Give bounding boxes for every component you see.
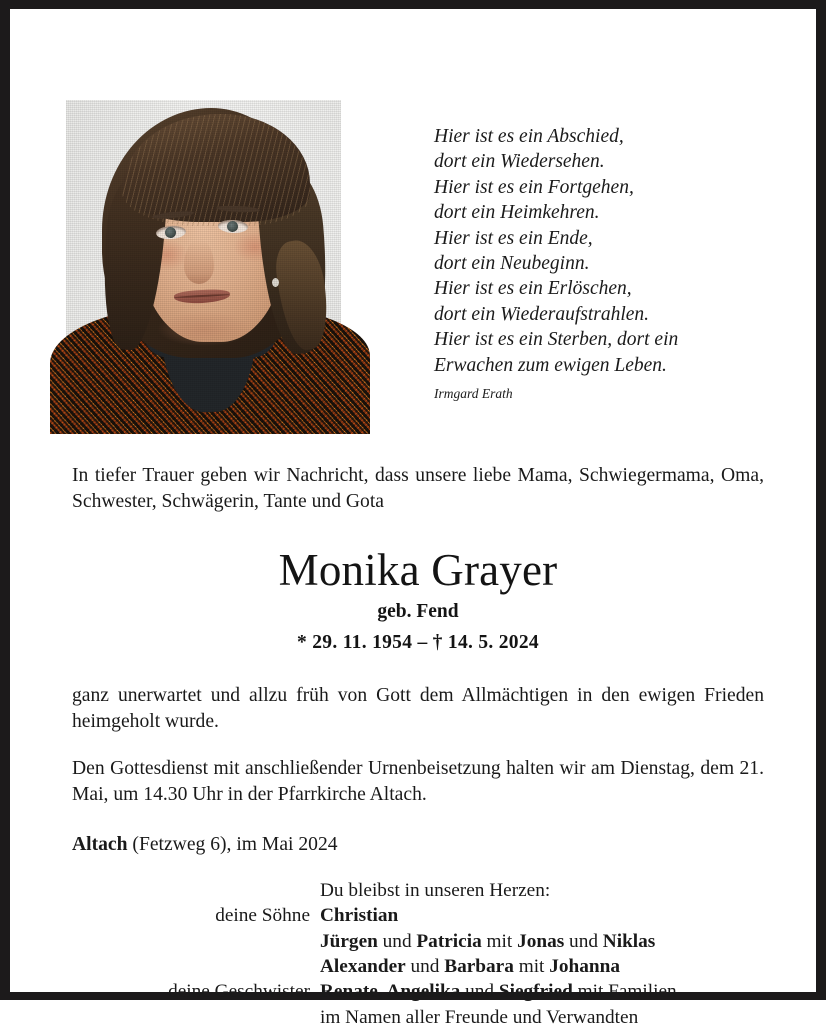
top-section — [10, 9, 816, 402]
obituary-sheet — [10, 9, 816, 1028]
deceased-maiden-name: geb. Fend — [377, 601, 459, 623]
survivor-names — [320, 954, 764, 979]
survivor-name: Renate, Angelika — [320, 981, 461, 1003]
survivors-rows — [72, 903, 764, 1029]
portrait-photo — [66, 100, 341, 430]
survivor-relation-label: deine Geschwister — [168, 981, 310, 1003]
poem-author: Irmgard Erath — [434, 386, 513, 402]
survivor-relation-label: deine Söhne — [215, 905, 310, 927]
place-rest: (Fetzweg 6), im Mai 2024 — [127, 833, 338, 855]
deceased-life-dates: * 29. 11. 1954 – † 14. 5. 2024 — [297, 632, 539, 654]
deceased-name: Monika Grayer — [278, 545, 558, 596]
survivor-names — [320, 1005, 764, 1030]
poem-line: dort ein Heimkehren. — [434, 202, 600, 224]
poem-line: Erwachen zum ewigen Leben. — [434, 354, 667, 376]
survivor-row — [72, 929, 764, 954]
survivor-name: Jürgen — [320, 930, 378, 952]
poem-line: Hier ist es ein Ende, — [434, 227, 593, 249]
survivors-heading-row — [72, 878, 764, 903]
survivor-row — [72, 1005, 764, 1030]
survivor-name: Siegfried — [498, 981, 573, 1003]
poem-line: dort ein Wiederaufstrahlen. — [434, 303, 650, 325]
survivor-connector: mit — [481, 930, 518, 952]
place-town: Altach — [72, 833, 128, 855]
poem-line: Hier ist es ein Abschied, — [434, 126, 624, 147]
survivors-heading: Du bleibst in unseren Herzen: — [320, 880, 551, 902]
place-and-date-line — [72, 832, 764, 858]
poem-line: Hier ist es ein Sterben, dort ein — [434, 329, 679, 351]
poem-line: dort ein Wiedersehen. — [434, 151, 605, 173]
body-section — [10, 463, 816, 1030]
survivor-row — [72, 903, 764, 928]
announcement-intro: In tiefer Trauer geben wir Nachricht, dass unsere liebe Mama, Schwiegermama, Oma, Schwester, Schwägerin, Tante und Gota — [72, 465, 764, 512]
survivor-connector: mit Familien — [572, 981, 677, 1003]
survivor-name: Patricia — [416, 930, 482, 952]
survivor-name: Jonas — [517, 930, 565, 952]
chin-shadow — [158, 312, 250, 346]
poem-line: Hier ist es ein Erlöschen, — [434, 278, 632, 300]
survivor-name: Johanna — [549, 956, 620, 978]
poem-line: dort ein Neubeginn. — [434, 253, 590, 275]
survivor-connector: und — [377, 930, 417, 952]
nose — [184, 240, 214, 284]
survivor-connector: und — [564, 930, 603, 952]
survivor-name: Barbara — [444, 956, 514, 978]
survivor-name: Alexander — [320, 956, 406, 978]
survivor-connector: und — [460, 981, 499, 1003]
survivor-names — [320, 903, 764, 928]
earring — [272, 278, 279, 287]
survivors-block — [72, 878, 764, 1030]
survivor-connector: im Namen aller Freunde und Verwandten — [320, 1006, 639, 1028]
paragraph-service: Den Gottesdienst mit anschließender Urnenbeisetzung halten wir am Dienstag, dem 21. Mai, um 14.30 Uhr in der Pfarrkirche Altach. — [72, 758, 764, 805]
iris-left — [165, 227, 177, 239]
poem-line: Hier ist es ein Fortgehen, — [434, 176, 634, 198]
survivor-row — [72, 954, 764, 979]
survivor-name: Niklas — [602, 930, 656, 952]
portrait-image-canvas — [66, 100, 341, 430]
memorial-poem — [434, 124, 764, 402]
survivor-row — [72, 979, 764, 1004]
survivor-connector: und — [405, 956, 445, 978]
survivor-name: Christian — [320, 905, 399, 927]
iris-right — [227, 221, 239, 233]
deceased-name-block — [72, 544, 764, 655]
survivor-connector: mit — [513, 956, 550, 978]
paragraph-passing: ganz unerwartet und allzu früh von Gott dem Allmächtigen in den ewigen Frieden heimgeholt wurde. — [72, 685, 764, 732]
survivor-names — [320, 929, 764, 954]
survivor-names — [320, 979, 764, 1004]
